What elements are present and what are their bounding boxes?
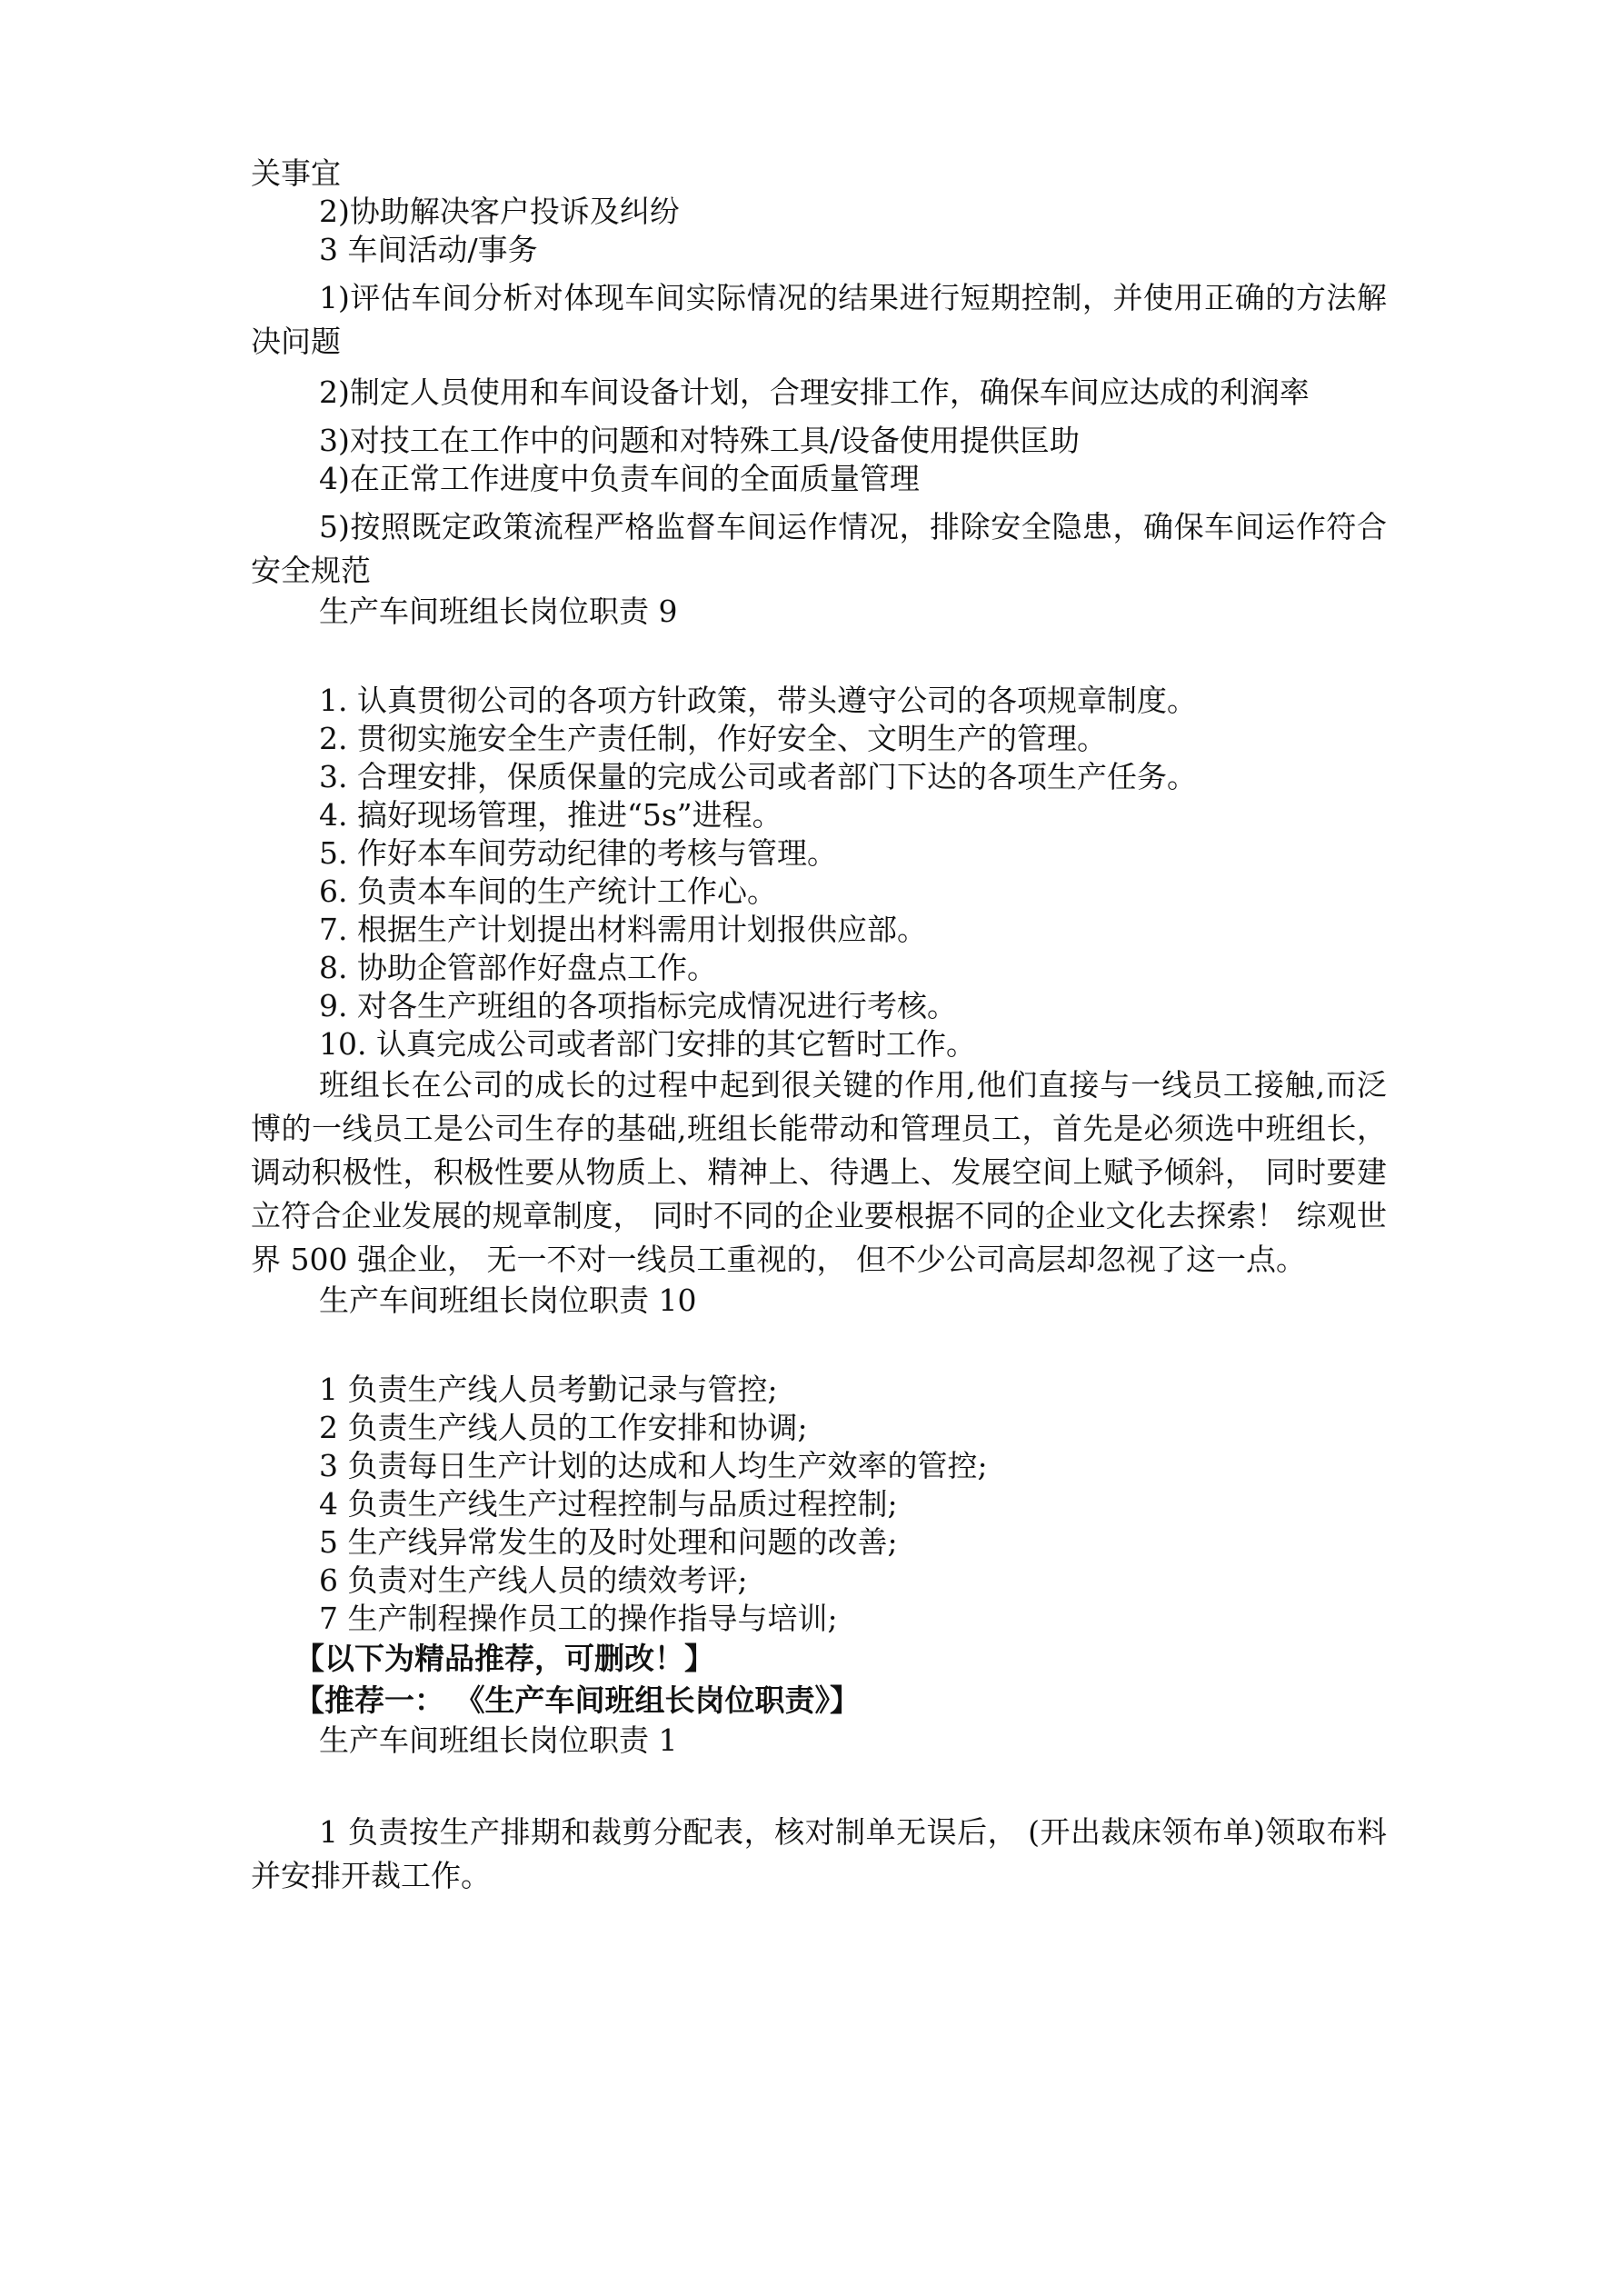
list-item: 4 负责生产线生产过程控制与品质过程控制; [319, 1486, 898, 1522]
list-item: 3 负责每日生产计划的达成和人均生产效率的管控; [319, 1448, 988, 1483]
list-item: 9. 对各生产班组的各项指标完成情况进行考核。 [319, 988, 957, 1023]
duty-list-10 [251, 1371, 1387, 1638]
list-item: 3. 合理安排，保质保量的完成公司或者部门下达的各项生产任务。 [319, 759, 1197, 794]
list-item: 2 负责生产线人员的工作安排和协调; [319, 1410, 808, 1445]
text-paragraph: 2)制定人员使用和车间设备计划，合理安排工作，确保车间应达成的利润率 [319, 374, 1310, 410]
text-paragraph: 5)按照既定政策流程严格监督车间运作情况，排除安全隐患，确保车间运作符合安全规范 [251, 509, 1387, 588]
list-item: 6 负责对生产线人员的绩效考评; [319, 1562, 748, 1598]
list-item: 4. 搞好现场管理，推进“5s”进程。 [319, 797, 782, 833]
text-line: 3 车间活动/事务 [319, 232, 538, 267]
list-item: 5 生产线异常发生的及时处理和问题的改善; [319, 1524, 898, 1560]
document-body [251, 155, 1387, 1898]
text-paragraph: 1)评估车间分析对体现车间实际情况的结果进行短期控制，并使用正确的方法解决问题 [251, 280, 1387, 359]
list-item: 8. 协助企管部作好盘点工作。 [319, 950, 717, 985]
list-item: 10. 认真完成公司或者部门安排的其它暂时工作。 [319, 1026, 976, 1062]
list-item: 6. 负责本车间的生产统计工作心。 [319, 873, 777, 909]
section-heading: 生产车间班组长岗位职责 9 [319, 594, 678, 629]
list-item: 7. 根据生产计划提出材料需用计划报供应部。 [319, 912, 927, 947]
text-paragraph: 班组长在公司的成长的过程中起到很关键的作用,他们直接与一线员工接触,而泛博的一线员工是公司生存的基础,班组长能带动和管理员工，首先是必须选中班组长，调动积极性，积极性要从物质上、精神上、待遇上、发展空间上赋予倾斜， 同时要建立符合企业发展的规章制度， 同时不同的企业要根据不同的企业文化去探索！ 综观世界 500 强企业， 无一不对一线员工重视的， 但不少公司高层却忽视了这一点。 [251, 1067, 1387, 1277]
recommend-title: 【推荐一： 《生产车间班组长岗位职责》】 [294, 1682, 860, 1718]
list-item: 1. 认真贯彻公司的各项方针政策，带头遵守公司的各项规章制度。 [319, 683, 1197, 718]
text-line: 4)在正常工作进度中负责车间的全面质量管理 [319, 461, 920, 496]
duty-list-9 [251, 682, 1387, 1063]
section-heading: 生产车间班组长岗位职责 10 [319, 1283, 697, 1318]
text-line: 关事宜 [251, 155, 341, 191]
section-heading: 生产车间班组长岗位职责 1 [319, 1722, 678, 1758]
list-item: 5. 作好本车间劳动纪律的考核与管理。 [319, 835, 837, 871]
text-line: 3)对技工在工作中的问题和对特殊工具/设备使用提供匡助 [319, 423, 1080, 458]
list-item: 1 负责生产线人员考勤记录与管控; [319, 1372, 778, 1407]
list-item: 2. 贯彻实施安全生产责任制，作好安全、文明生产的管理。 [319, 721, 1107, 756]
text-line: 2)协助解决客户投诉及纠纷 [319, 194, 680, 229]
recommend-note: 【以下为精品推荐，可删改！】 [294, 1641, 714, 1676]
text-paragraph: 1 负责按生产排期和裁剪分配表，核对制单无误后， (开出裁床领布单)领取布料并安排开裁工作。 [251, 1814, 1387, 1893]
list-item: 7 生产制程操作员工的操作指导与培训; [319, 1601, 838, 1636]
